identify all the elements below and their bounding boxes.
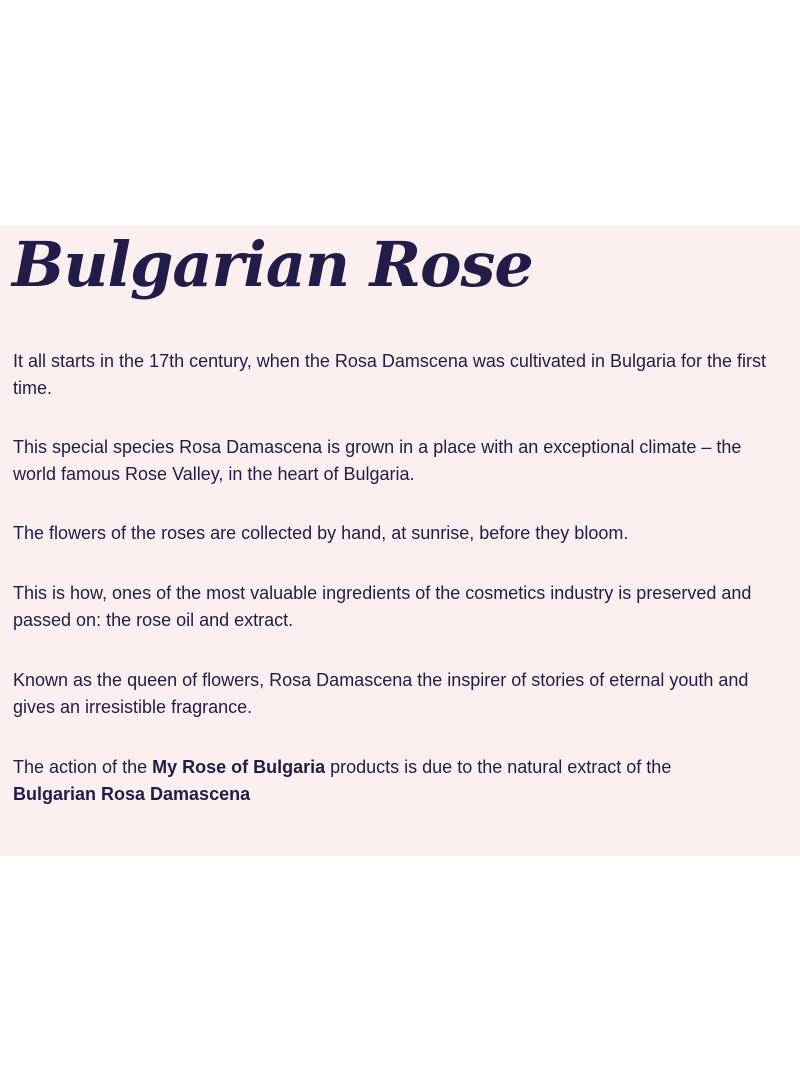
paragraph-harvest: The flowers of the roses are collected by hand, at sunrise, before they bloom. — [13, 523, 629, 543]
paragraph-closing — [13, 754, 773, 808]
paragraph-rose-oil: This is how, ones of the most valuable ingredients of the cosmetics industry is preserved and passed on: the rose oil and extract. — [13, 583, 752, 630]
page-title: Bulgarian Rose — [12, 228, 533, 301]
paragraph-queen-of-flowers: Known as the queen of flowers, Rosa Damascena the inspirer of stories of eternal youth and gives an irresistible fragrance. — [13, 670, 749, 717]
ingredient-name: Bulgarian Rosa Damascena — [13, 784, 251, 804]
paragraph-rose-valley: This special species Rosa Damascena is grown in a place with an exceptional climate – the world famous Rose Valley, in the heart of Bulgaria. — [13, 437, 742, 484]
closing-middle: products is due to the natural extract of the — [325, 757, 672, 777]
paragraph-history: It all starts in the 17th century, when the Rosa Damscena was cultivated in Bulgaria for the first time. — [13, 351, 767, 398]
closing-prefix: The action of the — [13, 757, 153, 777]
brand-name: My Rose of Bulgaria — [152, 757, 326, 777]
